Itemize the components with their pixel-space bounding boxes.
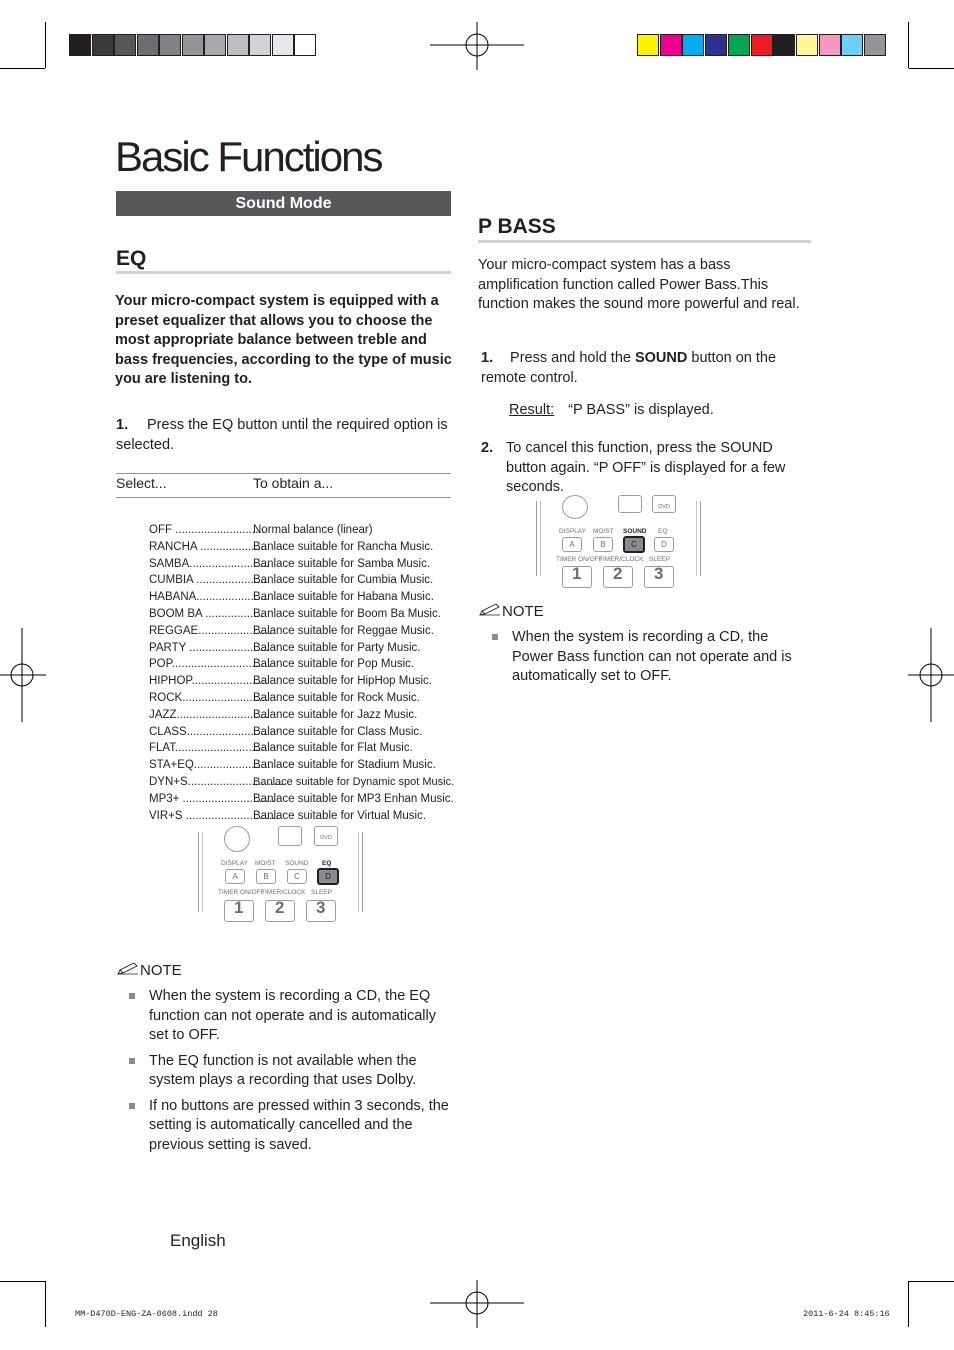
color-swatch — [682, 34, 704, 56]
footer-language: English — [170, 1231, 226, 1250]
remote-label: SOUND — [285, 860, 309, 867]
color-swatch — [751, 34, 773, 56]
eq-step-1 — [116, 416, 451, 455]
table-row — [149, 606, 441, 623]
crop-mark — [909, 1281, 954, 1282]
pencil-icon — [116, 962, 140, 976]
step-text: button until the required option is selected. — [116, 417, 448, 453]
sound-key: SOUND — [634, 350, 688, 366]
remote-label: DISPLAY — [559, 528, 586, 535]
gray-swatch — [69, 34, 91, 56]
step-text: Press and hold the — [506, 350, 635, 366]
registration-target-icon — [908, 628, 954, 722]
remote-num: 2 — [275, 898, 285, 917]
remote-key-eq-highlighted: D — [317, 868, 339, 885]
note-item — [129, 987, 455, 1046]
table-row — [149, 589, 434, 606]
gray-swatch — [114, 34, 136, 56]
remote-label: TIMER ON/OFF — [556, 556, 603, 563]
option-name: RANCHA ..................... — [149, 540, 268, 553]
table-row — [149, 774, 454, 791]
gray-swatch — [137, 34, 159, 56]
gray-swatch — [182, 34, 204, 56]
remote-label: SLEEP — [649, 556, 670, 563]
step-text: Press the — [147, 417, 213, 433]
color-swatch — [660, 34, 682, 56]
note-item — [129, 1052, 455, 1091]
table-row — [149, 673, 432, 690]
pbass-heading: P BASS — [478, 215, 556, 238]
note-item — [492, 628, 804, 687]
option-description: Banlace suitable for Habana Music. — [253, 591, 434, 604]
table-header-obtain: To obtain a... — [253, 475, 334, 491]
pencil-icon — [478, 603, 502, 617]
step-text: To cancel this function, press the SOUND button again. “P OFF” is displayed for a few seconds. — [506, 440, 786, 495]
pbass-heading-rule — [478, 240, 811, 243]
note-item — [129, 1097, 455, 1156]
power-icon — [224, 826, 250, 852]
option-description: Banlace suitable for Rancha Music. — [253, 540, 434, 553]
option-name: POP............................... — [149, 658, 271, 671]
option-name: BOOM BA .................. — [149, 608, 263, 620]
option-description: Banlace suitable for Dynamic spot Music. — [253, 776, 455, 788]
remote-num: 3 — [654, 564, 664, 583]
option-description: Banlace suitable for Samba Music. — [253, 557, 431, 570]
table-rule — [116, 497, 451, 498]
option-description: Balance suitable for Rock Music. — [253, 692, 420, 704]
table-row — [149, 757, 436, 774]
step-text: button on the remote control. — [481, 350, 777, 386]
crop-mark — [45, 22, 46, 68]
table-row — [149, 690, 420, 707]
color-swatch — [796, 34, 818, 56]
bullet-icon — [129, 1058, 135, 1064]
option-description: Balance suitable for Party Music. — [253, 641, 421, 654]
table-row — [149, 656, 414, 673]
remote-key — [278, 826, 302, 846]
remote-illustration-eq — [196, 832, 364, 917]
bullet-icon — [129, 1103, 135, 1109]
table-row — [149, 556, 430, 573]
remote-label: MO/ST — [255, 860, 276, 867]
option-description: Banlace suitable for Boom Ba Music. — [253, 608, 441, 620]
color-swatch — [864, 34, 886, 56]
remote-key-a: A — [562, 537, 582, 552]
registration-target-icon — [430, 22, 524, 70]
remote-illustration-sound — [534, 501, 704, 583]
table-row — [149, 522, 373, 539]
gray-swatch — [227, 34, 249, 56]
crop-mark — [909, 68, 954, 69]
remote-num: 1 — [234, 898, 244, 917]
note-text: When the system is recording a CD, the Power Bass function can not operate and is automatically set to OFF. — [512, 629, 792, 684]
table-row — [149, 740, 413, 757]
remote-label: DISPLAY — [221, 860, 248, 867]
pbass-result — [509, 401, 714, 421]
remote-key-a: A — [225, 869, 245, 884]
option-name: REGGAE....................... — [149, 624, 272, 637]
color-swatch — [819, 34, 841, 56]
remote-key-b: B — [256, 869, 276, 884]
result-text: “P BASS” is displayed. — [568, 402, 714, 418]
step-number: 1. — [481, 350, 494, 366]
option-name: MP3+ ............................. — [149, 792, 276, 805]
table-row — [149, 640, 420, 657]
color-swatch — [841, 34, 863, 56]
eq-heading: EQ — [116, 247, 147, 270]
eq-note-title — [116, 962, 182, 979]
crop-mark — [908, 1281, 909, 1327]
remote-key — [618, 495, 642, 513]
table-row — [149, 623, 434, 640]
remote-label: SLEEP — [311, 889, 332, 896]
note-text: The EQ function is not available when the system plays a recording that uses Dolby. — [149, 1052, 417, 1088]
crop-mark — [45, 1281, 46, 1327]
note-text: If no buttons are pressed within 3 seconds, the setting is automatically cancelled and the previous setting is saved. — [149, 1097, 449, 1153]
eq-key: EQ — [212, 417, 234, 433]
remote-label: TIMER ON/OFF — [218, 889, 265, 896]
remote-num: 1 — [572, 564, 582, 583]
remote-num: 3 — [316, 898, 326, 917]
note-label: NOTE — [140, 962, 182, 979]
color-swatch — [705, 34, 727, 56]
option-name: JAZZ............................. — [149, 708, 270, 721]
pbass-step-1 — [481, 349, 811, 388]
remote-label: EQ — [658, 528, 668, 535]
crop-mark — [908, 22, 909, 68]
pbass-note-list — [492, 628, 804, 693]
remote-key-sound-highlighted: C — [623, 536, 645, 553]
registration-target-icon — [430, 1280, 524, 1328]
step-number: 2. — [481, 440, 494, 456]
remote-label: MO/ST — [593, 528, 614, 535]
remote-key-b: B — [593, 537, 613, 552]
color-swatch — [728, 34, 750, 56]
option-name: FLAT............................. — [149, 742, 268, 755]
option-description: Banlace suitable for MP3 Enhan Music. — [253, 792, 454, 805]
table-header-select: Select... — [116, 475, 167, 491]
eq-note-list — [129, 987, 455, 1161]
option-name: OFF ............................ — [149, 524, 265, 536]
gray-swatch — [159, 34, 181, 56]
option-description: Balance suitable for Pop Music. — [253, 658, 415, 671]
pbass-note-title — [478, 603, 544, 620]
option-name: CUMBIA ....................... — [149, 574, 270, 587]
table-row — [149, 539, 433, 556]
option-name: VIR+S ............................. — [149, 809, 279, 822]
remote-num: 2 — [613, 564, 623, 583]
option-name: HIPHOP........................ — [149, 675, 269, 688]
gray-swatch — [272, 34, 294, 56]
remote-label: TIMER/CLOCK — [599, 556, 644, 563]
option-description: Balance suitable for Jazz Music. — [253, 708, 418, 721]
pbass-intro: Your micro-compact system has a bass amplification function called Power Bass.This function makes the sound more powerful and real. — [478, 257, 800, 312]
option-name: CLASS........................... — [149, 725, 273, 738]
option-description: Banlace suitable for Virtual Music. — [253, 809, 427, 822]
registration-target-icon — [0, 628, 46, 722]
bullet-icon — [492, 634, 498, 640]
remote-key-d: D — [654, 537, 674, 552]
section-bar: Sound Mode — [116, 191, 451, 216]
gray-swatch — [249, 34, 271, 56]
gray-swatch — [92, 34, 114, 56]
slug-date: 2011-6-24 8:45:16 — [803, 1309, 890, 1319]
eq-heading-rule — [116, 271, 451, 274]
option-description: Balance suitable for Flat Music. — [253, 742, 413, 755]
option-description: Balance suitable for HipHop Music. — [253, 675, 432, 688]
option-name: PARTY ......................... — [149, 641, 270, 654]
remote-key-c: C — [287, 869, 307, 884]
table-row — [149, 724, 422, 741]
option-description: Balance suitable for Class Music. — [253, 725, 423, 738]
option-name: SAMBA......................... — [149, 557, 270, 570]
remote-label: TIMER/CLOCK — [261, 889, 306, 896]
table-row — [149, 707, 417, 724]
note-text: When the system is recording a CD, the EQ function can not operate and is automatically set to OFF. — [149, 988, 436, 1043]
bullet-icon — [129, 993, 135, 999]
option-name: DYN+S............................... — [149, 776, 287, 788]
option-description: Banlace suitable for Cumbia Music. — [253, 574, 434, 587]
option-name: ROCK........................... — [149, 692, 269, 704]
crop-mark — [0, 1281, 45, 1282]
gray-swatch — [204, 34, 226, 56]
option-description: Banlace suitable for Stadium Music. — [253, 759, 436, 772]
color-swatch — [773, 34, 795, 56]
eq-intro: Your micro-compact system is equipped with a preset equalizer that allows you to choose the most appropriate balance between treble and bass frequencies, according to the type of music you are listening to. — [115, 293, 452, 387]
color-swatch — [637, 34, 659, 56]
dvd-key: DVD — [652, 495, 676, 513]
dvd-key: DVD — [314, 826, 338, 846]
note-label: NOTE — [502, 603, 544, 620]
option-description: Normal balance (linear) — [253, 524, 373, 536]
slug-file: MM-D470D-ENG-ZA-0608.indd 28 — [75, 1309, 218, 1319]
option-name: HABANA....................... — [149, 591, 270, 604]
crop-mark — [0, 68, 45, 69]
option-description: Balance suitable for Reggae Music. — [253, 624, 434, 637]
page-title: Basic Functions — [115, 133, 382, 180]
pbass-step-2 — [481, 439, 811, 498]
step-number: 1. — [116, 417, 129, 433]
power-icon — [562, 495, 588, 519]
result-label: Result: — [509, 402, 555, 418]
table-row — [149, 791, 454, 808]
table-row — [149, 808, 426, 825]
table-row — [149, 572, 433, 589]
remote-label: SOUND — [623, 528, 647, 535]
remote-label: EQ — [322, 860, 332, 867]
gray-swatch — [294, 34, 316, 56]
option-name: STA+EQ........................ — [149, 759, 271, 772]
